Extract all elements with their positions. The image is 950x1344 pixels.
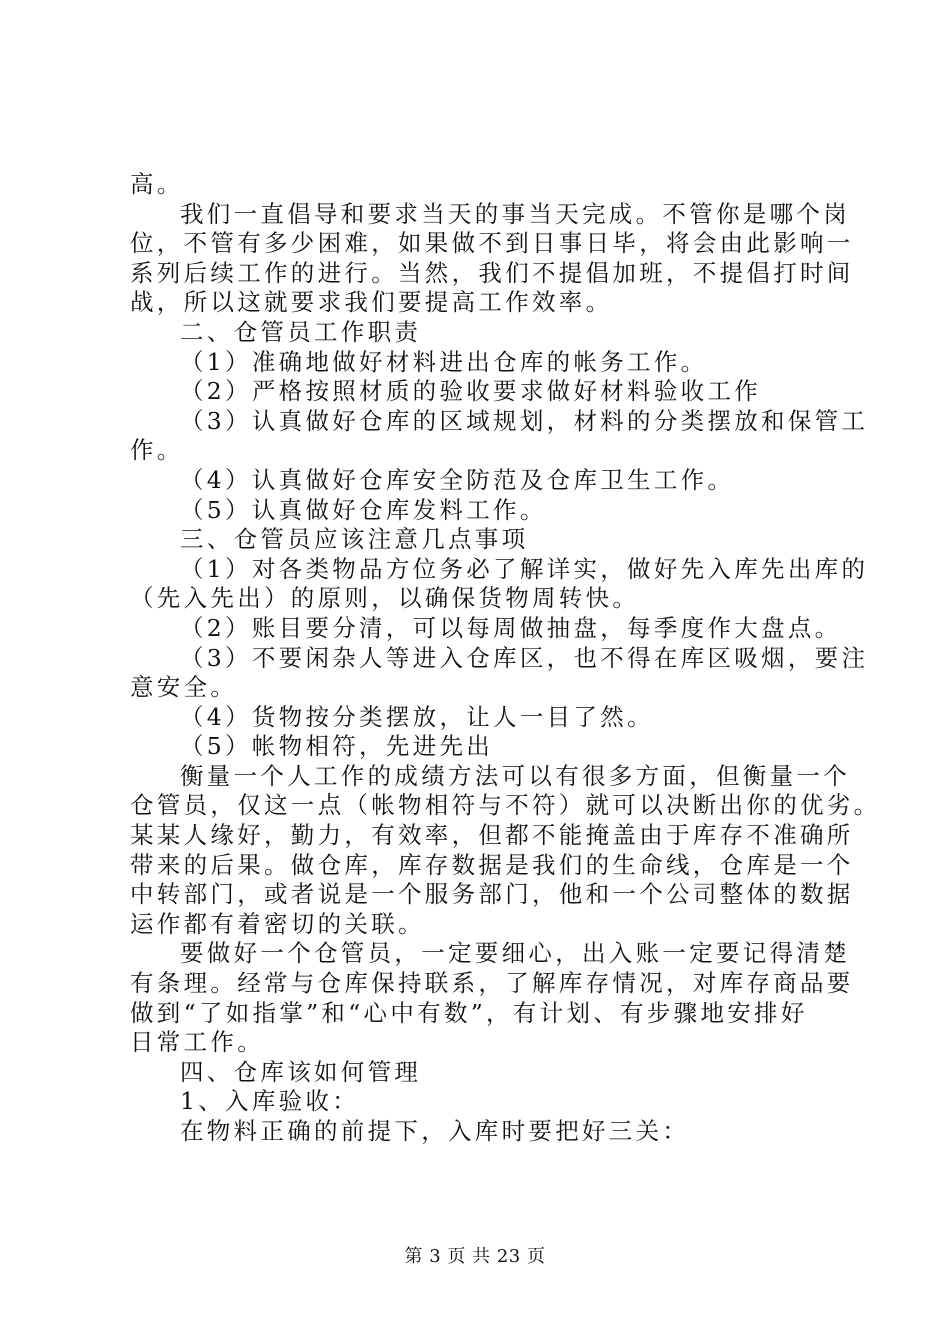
- text-line: 在物料正确的前提下，入库时要把好三关：: [180, 1117, 690, 1145]
- text-line: （2）严格按照材质的验收要求做好材料验收工作: [180, 377, 762, 406]
- text-line: （1）准确地做好材料进出仓库的帐务工作。: [180, 347, 708, 376]
- text-line: 三、仓管员应该注意几点事项: [180, 525, 529, 554]
- text-line: 某某人缘好，勤力，有效率，但都不能掩盖由于库存不准确所: [130, 821, 854, 850]
- text-line: 高。: [130, 170, 184, 198]
- text-line: 运作都有着密切的关联。: [130, 909, 425, 938]
- text-line: 衡量一个人工作的成绩方法可以有很多方面，但衡量一个: [180, 761, 850, 790]
- text-line: 要做好一个仓管员，一定要细心，出入账一定要记得清楚: [180, 939, 850, 968]
- text-line: （3）认真做好仓库的区域规划，材料的分类摆放和保管工: [180, 406, 869, 435]
- body-text: [130, 170, 881, 1147]
- text-line: 1、入库验收：: [180, 1087, 360, 1116]
- text-line: （4）货物按分类摆放，让人一目了然。: [180, 702, 654, 731]
- text-line: 日常工作。: [130, 1028, 264, 1057]
- text-line: （4）认真做好仓库安全防范及仓库卫生工作。: [180, 465, 735, 494]
- text-line: 战，所以这就要求我们要提高工作效率。: [130, 288, 613, 317]
- text-line: 作。: [130, 436, 184, 465]
- text-line: （5）认真做好仓库发料工作。: [180, 495, 547, 524]
- text-line: 做到“了如指掌”和“心中有数”，有计划、有步骤地安排好: [130, 998, 808, 1027]
- text-line: 中转部门，或者说是一个服务部门，他和一个公司整体的数据: [130, 880, 854, 909]
- text-line: 意安全。: [130, 673, 238, 702]
- text-line: 我们一直倡导和要求当天的事当天完成。不管你是哪个岗: [180, 199, 850, 228]
- text-line: 系列后续工作的进行。当然，我们不提倡加班，不提倡打时间: [130, 258, 854, 287]
- text-line: （先入先出）的原则，以确保货物周转快。: [130, 584, 640, 613]
- text-line: 有条理。经常与仓库保持联系，了解库存情况，对库存商品要: [130, 969, 854, 998]
- text-line: （5）帐物相符，先进先出: [180, 732, 494, 761]
- text-line: 带来的后果。做仓库，库存数据是我们的生命线，仓库是一个: [130, 850, 854, 879]
- text-line: 二、仓管员工作职责: [180, 317, 422, 346]
- text-line: （1）对各类物品方位务必了解详实，做好先入库先出库的: [180, 554, 869, 583]
- page-footer: 第 3 页 共 23 页: [404, 1246, 546, 1267]
- text-line: （2）账目要分清，可以每周做抽盘，每季度作大盘点。: [180, 613, 842, 642]
- text-line: 四、仓库该如何管理: [180, 1057, 422, 1086]
- text-line: 仓管员，仅这一点（帐物相符与不符）就可以决断出你的优劣。: [130, 791, 881, 820]
- text-line: 位，不管有多少困难，如果做不到日事日毕，将会由此影响一: [130, 229, 854, 258]
- text-line: （3）不要闲杂人等进入仓库区，也不得在库区吸烟，要注: [180, 643, 869, 672]
